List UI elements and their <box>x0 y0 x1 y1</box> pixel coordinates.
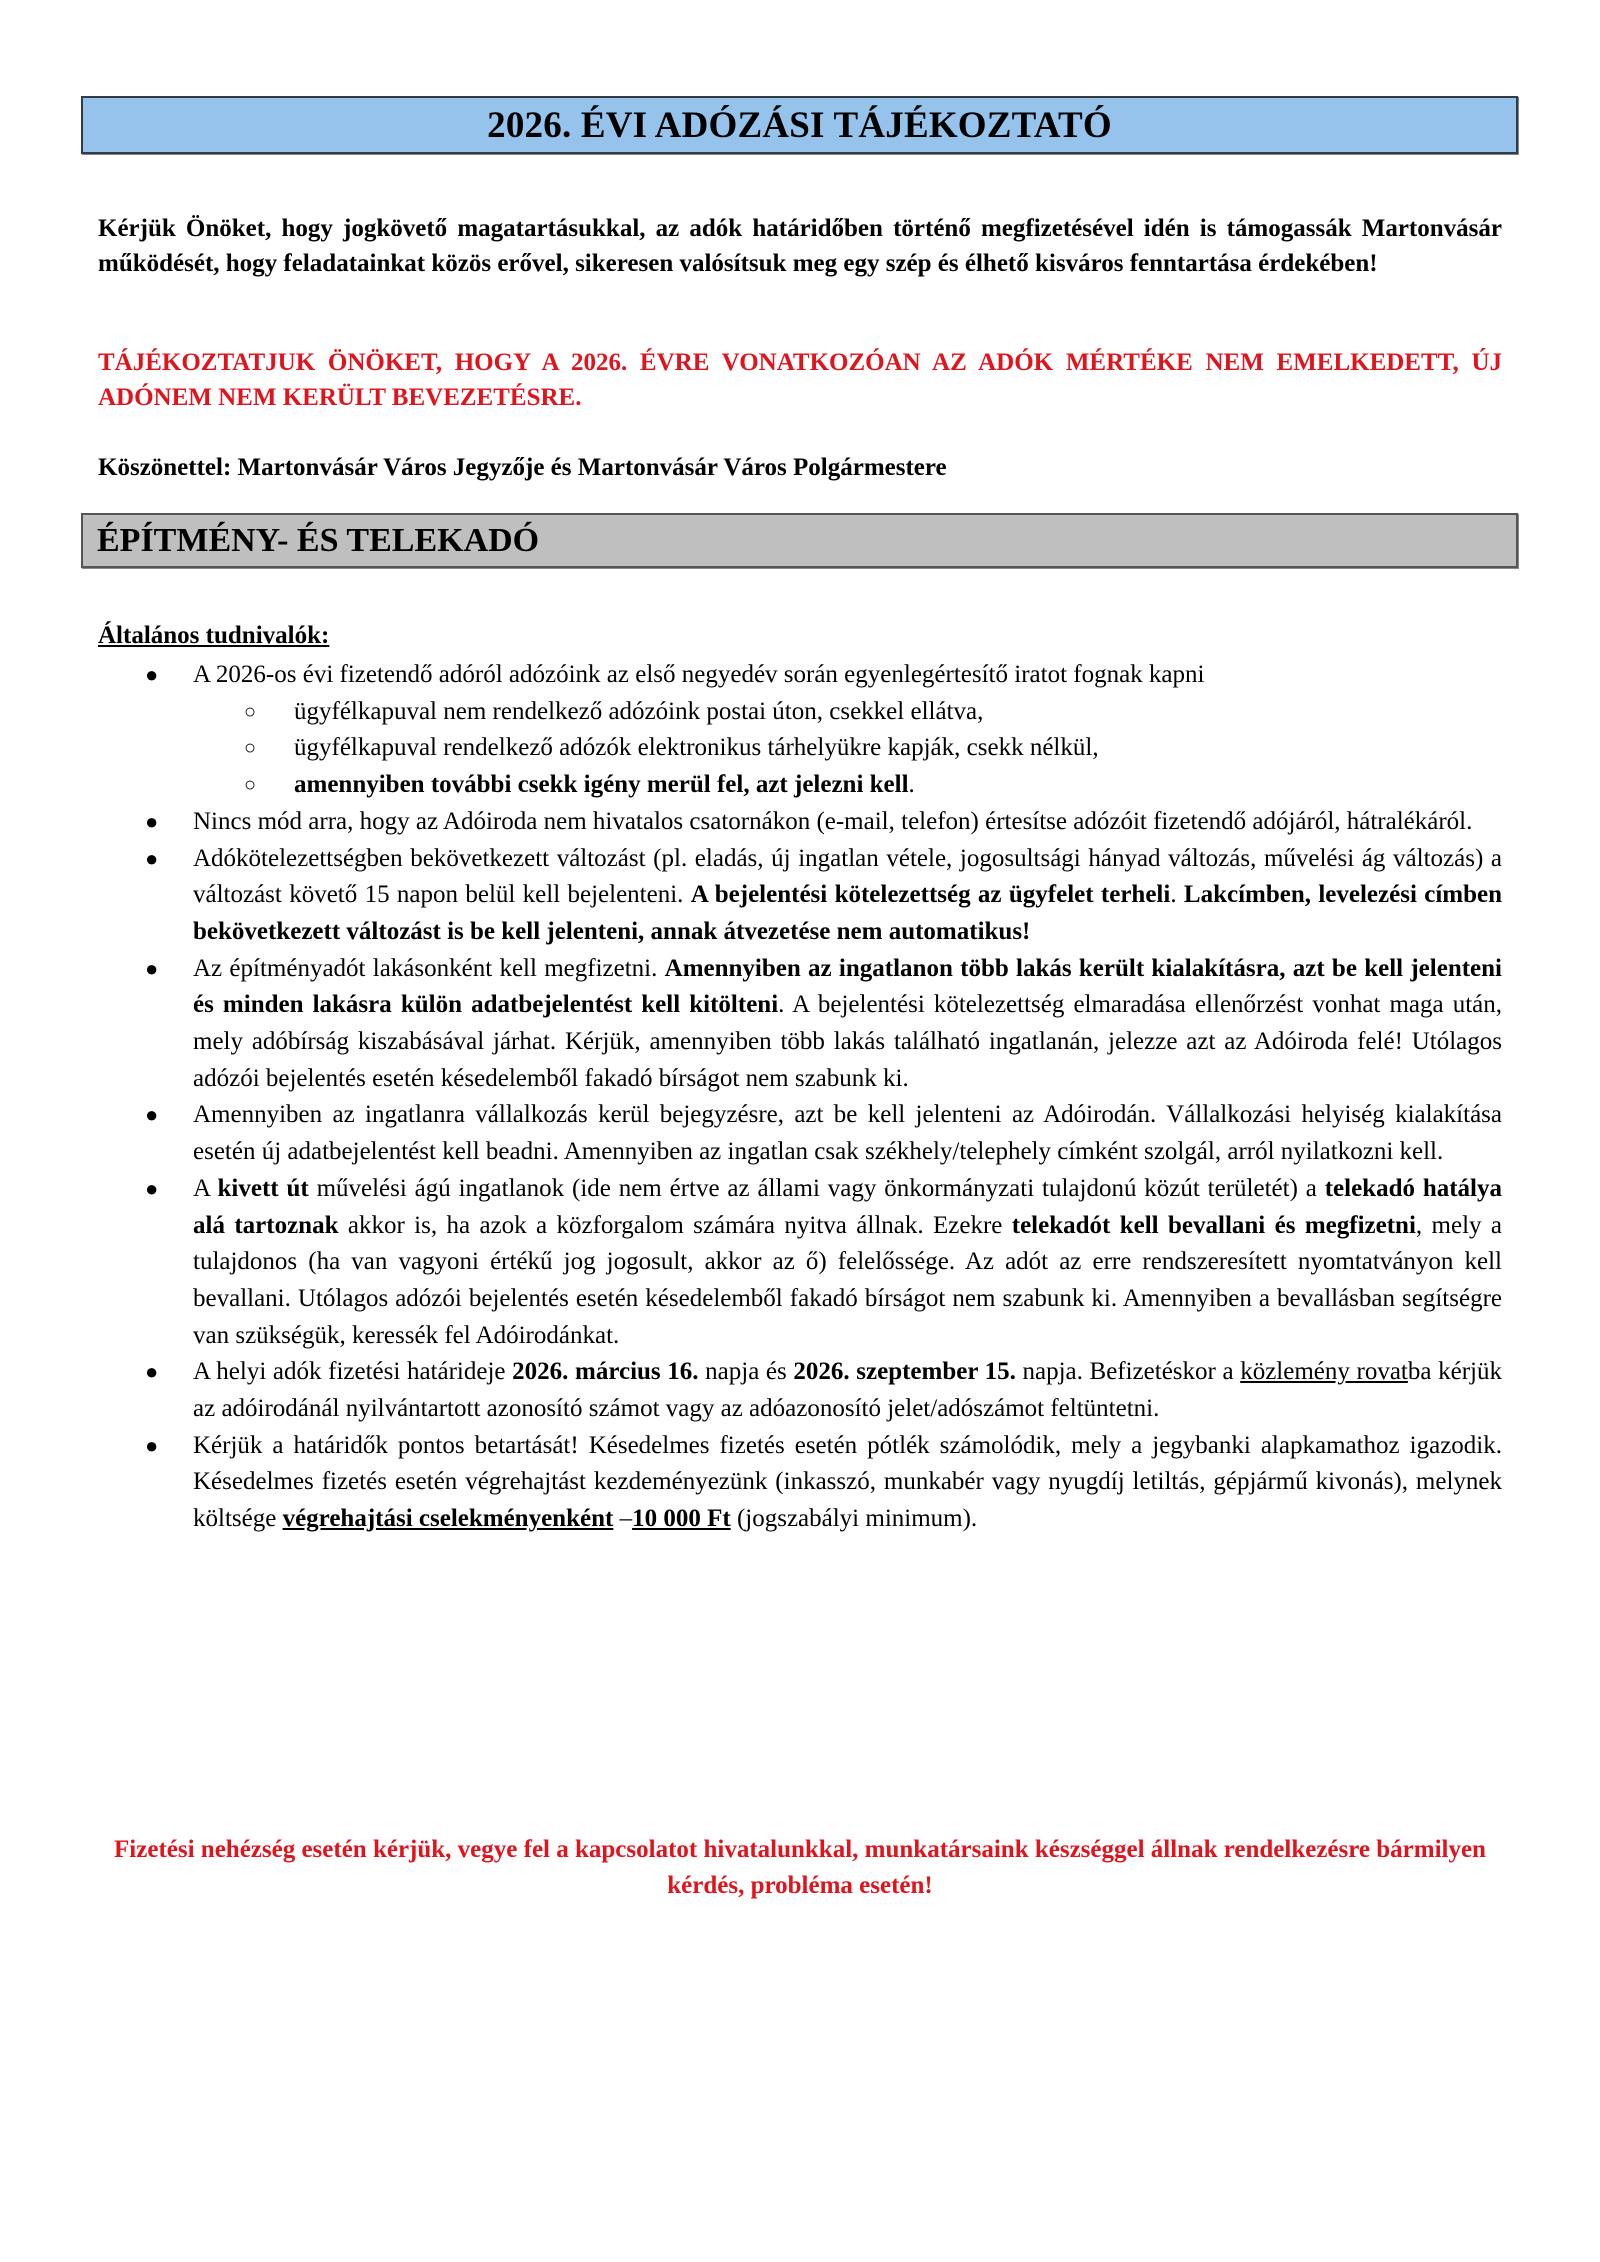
circle-bullet-icon: ○ <box>244 774 257 797</box>
list-item <box>98 1428 1502 1538</box>
item-text: . A bejelentési kötelezettség elmaradása ellenőrzést vonhat maga után, mely adóbírság kiszabásával járhat. Kérjük, amennyiben több lakás található ingatlanán, jelezze azt az Adóiroda felé! Utólagos adózói bejelentés esetén késedelemből fakadó bírságot nem szabunk ki. <box>193 991 1502 1092</box>
bullet-icon: ● <box>145 662 159 687</box>
item-text: , mely a tulajdonos (ha van vagyoni értékű jog jogosult, akkor az ő) felelőssége. Az adót az erre rendszeresített nyomtatványon kell bevallani. Utólagos adózói bejelentés esetén késedelemből fakadó bírságot nem szabunk ki. Amennyiben a bevallásban segítségre van szükségük, keressék fel Adóirodánkat. <box>193 1211 1502 1349</box>
item-text: – <box>613 1505 633 1533</box>
sub-item-text-bold: amennyiben további csekk igény merül fel, azt jelezni kell <box>294 771 909 799</box>
bullet-icon: ● <box>145 1102 159 1128</box>
sub-item-text: ügyfélkapuval nem rendelkező adózóink postai úton, csekkel ellátva, <box>294 697 984 725</box>
list-item <box>98 951 1502 1098</box>
info-list <box>98 657 1502 1538</box>
item-text: művelési ágú ingatlanok (ide nem értve az állami vagy önkormányzati tulajdonú közút területét) a <box>308 1174 1325 1202</box>
sub-list-item <box>98 694 1502 731</box>
list-item <box>98 804 1502 841</box>
item-text: Az építményadót lakásonként kell megfizetni. <box>193 954 665 982</box>
sub-list <box>193 694 1502 804</box>
bullet-icon: ● <box>145 1359 159 1385</box>
list-item <box>98 841 1502 951</box>
bullet-icon: ● <box>145 1175 159 1201</box>
item-text-bold: telekadót kell bevallani és megfizetni <box>1011 1211 1416 1239</box>
bullet-icon: ● <box>145 1432 159 1458</box>
list-item <box>98 1354 1502 1427</box>
list-item <box>98 1097 1502 1170</box>
sub-list-item <box>98 730 1502 767</box>
list-item <box>98 657 1502 804</box>
item-text-bold: telekadó hatálya alá tartoznak <box>193 1174 1502 1239</box>
section-banner <box>81 513 1518 568</box>
thanks-line: Köszönettel: Martonvásár Város Jegyzője és Martonvásár Város Polgármestere <box>98 454 947 481</box>
item-text-bold: Amennyiben az ingatlanon több lakás került kialakításra, azt be kell jelenteni és minden lakásra külön adatbejelentést kell kitölteni <box>193 954 1502 1019</box>
sub-item-period: . <box>908 771 915 799</box>
bullet-icon: ● <box>145 845 159 871</box>
item-text: (jogszabályi minimum). <box>730 1505 978 1533</box>
item-text-bold: A bejelentési kötelezettség az ügyfelet terheli <box>690 881 1171 909</box>
intro-paragraph: Kérjük Önöket, hogy jogkövető magatartásukkal, az adók határidőben történő megfizetésével idén is támogassák Martonvásár működését, hogy feladatainkat közös erővel, sikeresen valósítsuk meg egy szép és élhető kisváros fenntartása érdekében! <box>98 215 1502 277</box>
item-text-underlined: közlemény rovat <box>1240 1358 1408 1386</box>
circle-bullet-icon: ○ <box>244 737 257 760</box>
document-title: 2026. ÉVI ADÓZÁSI TÁJÉKOZTATÓ <box>487 104 1112 146</box>
item-text: Nincs mód arra, hogy az Adóiroda nem hivatalos csatornákon (e-mail, telefon) értesítse adózóit fizetendő adójáról, hátralékáról. <box>193 807 1473 835</box>
sub-list-item <box>98 767 1502 804</box>
item-text: A helyi adók fizetési határideje <box>193 1358 513 1386</box>
item-text-bold: Lakcímben, levelezési címben bekövetkezett változást is be kell jelenteni, annak átvezetése nem automatikus! <box>193 881 1502 945</box>
item-text: Adókötelezettségben bekövetkezett változást (pl. eladás, új ingatlan vétele, jogosultsági hányad változás, művelési ág változás) a változást követő 15 napon belül kell bejelenteni. <box>193 844 1502 909</box>
section-title: ÉPÍTMÉNY- ÉS TELEKADÓ <box>97 521 540 559</box>
closing-paragraph: Fizetési nehézség esetén kérjük, vegye fel a kapcsolatot hivatalunkkal, munkatársaink készséggel állnak rendelkezésre bármilyen kérdés, probléma esetén! <box>114 1836 1486 1899</box>
item-text: Amennyiben az ingatlanra vállalkozás kerül bejegyzésre, azt be kell jelenteni az Adóirodán. Vállalkozási helyiség kialakítása esetén új adatbejelentést kell beadni. Amennyiben az ingatlan csak székhely/telephely címként szolgál, arról nyilatkozni kell. <box>193 1101 1502 1166</box>
circle-bullet-icon: ○ <box>244 700 257 723</box>
item-text-bold-underlined: végrehajtási cselekményenként <box>282 1505 614 1533</box>
deadline-date-1: 2026. március 16. <box>512 1358 699 1386</box>
deadline-date-2: 2026. szeptember 15. <box>793 1358 1016 1386</box>
bullet-icon: ● <box>145 955 159 981</box>
item-text: A 2026-os évi fizetendő adóról adózóink az első negyedév során egyenlegértesítő iratot fognak kapni <box>193 661 1205 688</box>
bullet-icon: ● <box>145 808 159 834</box>
item-text: napja és <box>698 1358 794 1386</box>
item-text: akkor is, ha azok a közforgalom számára nyitva állnak. Ezekre <box>338 1211 1012 1239</box>
item-text: Kérjük a határidők pontos betartását! Késedelmes fizetés esetén pótlék számolódik, mely a jegybanki alapkamathoz igazodik. Késedelmes fizetés esetén végrehajtást kezdeményezünk (inkasszó, munkabér vagy nyugdíj letiltás, gépjármű kivonás), melynek költsége <box>193 1431 1502 1533</box>
fee-amount: 10 000 Ft <box>632 1505 731 1533</box>
item-text-bold: kivett út <box>217 1174 309 1202</box>
notice-paragraph: TÁJÉKOZTATJUK ÖNÖKET, HOGY A 2026. ÉVRE VONATKOZÓAN AZ ADÓK MÉRTÉKE NEM EMELKEDETT, ÚJ ADÓNEM NEM KERÜLT BEVEZETÉSRE. <box>98 349 1502 411</box>
title-banner <box>81 96 1518 154</box>
list-item <box>98 1171 1502 1355</box>
item-text: . <box>1170 881 1184 909</box>
sub-item-text: ügyfélkapuval rendelkező adózók elektronikus tárhelyükre kapják, csekk nélkül, <box>294 734 1099 762</box>
item-text: napja. Befizetéskor a <box>1015 1358 1241 1386</box>
item-text: ba kérjük az adóirodánál nyilvántartott azonosító számot vagy az adóazonosító jelet/adószámot feltüntetni. <box>193 1358 1502 1423</box>
item-text: A <box>193 1174 218 1202</box>
general-info-heading: Általános tudnivalók: <box>98 622 330 649</box>
